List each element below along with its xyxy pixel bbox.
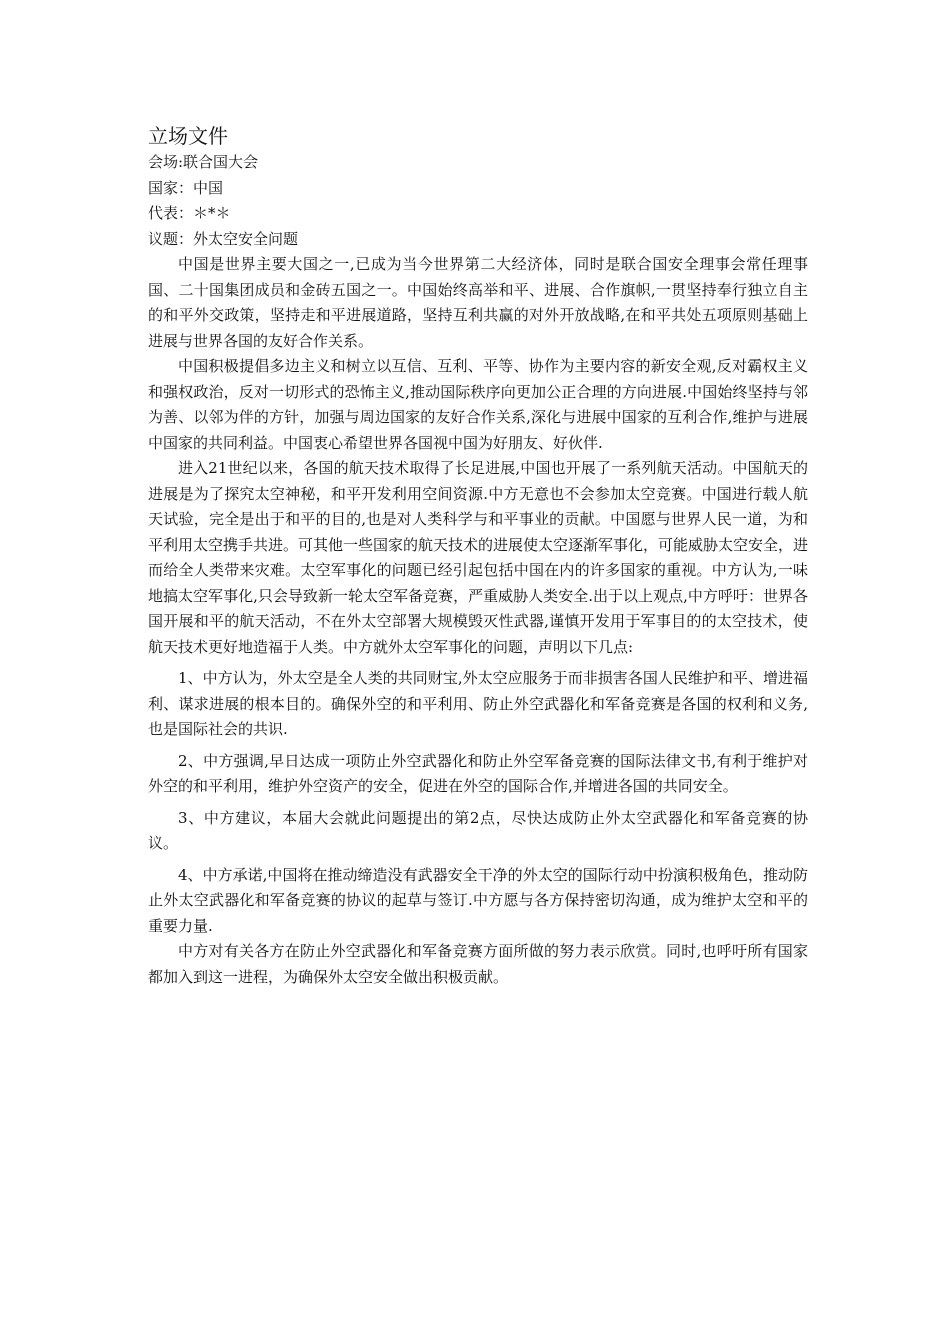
document-title: 立场文件	[148, 124, 228, 148]
paragraph-space-program: 进入21世纪以来，各国的航天技术取得了长足进展,中国也开展了一系列航天活动。中国航天的进展是为了探究太空神秘，和平开发利用空间资源.中方无意也不会参加太空竞赛。中国进行载人航天试验，完全是出于和平的目的,也是对人类科学与和平事业的贡献。中国愿与世界人民一道，为和平利用太空携手共进。可其他一些国家的航天技术的进展使太空逐渐军事化，可能威胁太空安全，进而给全人类带来灾难。太空军事化的问题已经引起包括中国在内的许多国家的重视。中方认为,一味地搞太空军事化,只会导致新一轮太空军备竞赛，严重威胁人类安全.出于以上观点,中方呼吁：世界各国开展和平的航天活动，不在外太空部署大规模毁灭性武器,谨慎开发用于军事目的的太空技术，使航天技术更好地造福于人类。中方就外太空军事化的问题，声明以下几点:	[148, 459, 809, 656]
meta-country: 国家：中国	[148, 178, 224, 197]
document-body	[148, 122, 808, 990]
meta-delegate: 代表：＊*＊	[148, 204, 231, 222]
meta-venue: 会场:联合国大会	[148, 153, 259, 171]
paragraph-point-1: 1、中方认为，外太空是全人类的共同财宝,外太空应服务于而非损害各国人民维护和平、增进福利、谋求进展的根本目的。确保外空的和平利用、防止外空武器化和军备竞赛是各国的权利和义务,也是国际社会的共识.	[148, 669, 808, 738]
paragraph-point-3: 3、中方建议，本届大会就此问题提出的第2点，尽快达成防止外太空武器化和军备竞赛的协议。	[148, 808, 808, 852]
paragraph-point-2: 2、中方强调,早日达成一项防止外空武器化和防止外空军备竞赛的国际法律文书,有利于维护对外空的和平利用，维护外空资产的安全，促进在外空的国际合作,并增进各国的共同安全。	[148, 751, 808, 795]
paragraph-point-4: 4、中方承诺,中国将在推动缔造没有武器安全干净的外太空的国际行动中扮演积极角色，推动防止外太空武器化和军备竞赛的协议的起草与签订.中方愿与各方保持密切沟通，成为维护太空和平的重要力量.	[148, 865, 808, 935]
paragraph-closing: 中方对有关各方在防止外空武器化和军备竞赛方面所做的努力表示欣赏。同时,也呼吁所有国家都加入到这一进程，为确保外太空安全做出积极贡献。	[148, 942, 808, 986]
meta-topic: 议题：外太空安全问题	[148, 229, 299, 248]
paragraph-intro: 中国是世界主要大国之一,已成为当今世界第二大经济体，同时是联合国安全理事会常任理事国、二十国集团成员和金砖五国之一。中国始终高举和平、进展、合作旗帜,一贯坚持奉行独立自主的和平外交政策，坚持走和平进展道路，坚持互利共赢的对外开放战略,在和平共处五项原则基础上进展与世界各国的友好合作关系。	[148, 255, 808, 350]
paragraph-security-concept: 中国积极提倡多边主义和树立以互信、互利、平等、协作为主要内容的新安全观,反对霸权主义和强权政治，反对一切形式的恐怖主义,推动国际秩序向更加公正合理的方向进展.中国始终坚持与邻为善、以邻为伴的方针，加强与周边国家的友好合作关系,深化与进展中国家的互利合作,维护与进展中国家的共同利益。中国衷心希望世界各国视中国为好朋友、好伙伴.	[148, 357, 808, 452]
